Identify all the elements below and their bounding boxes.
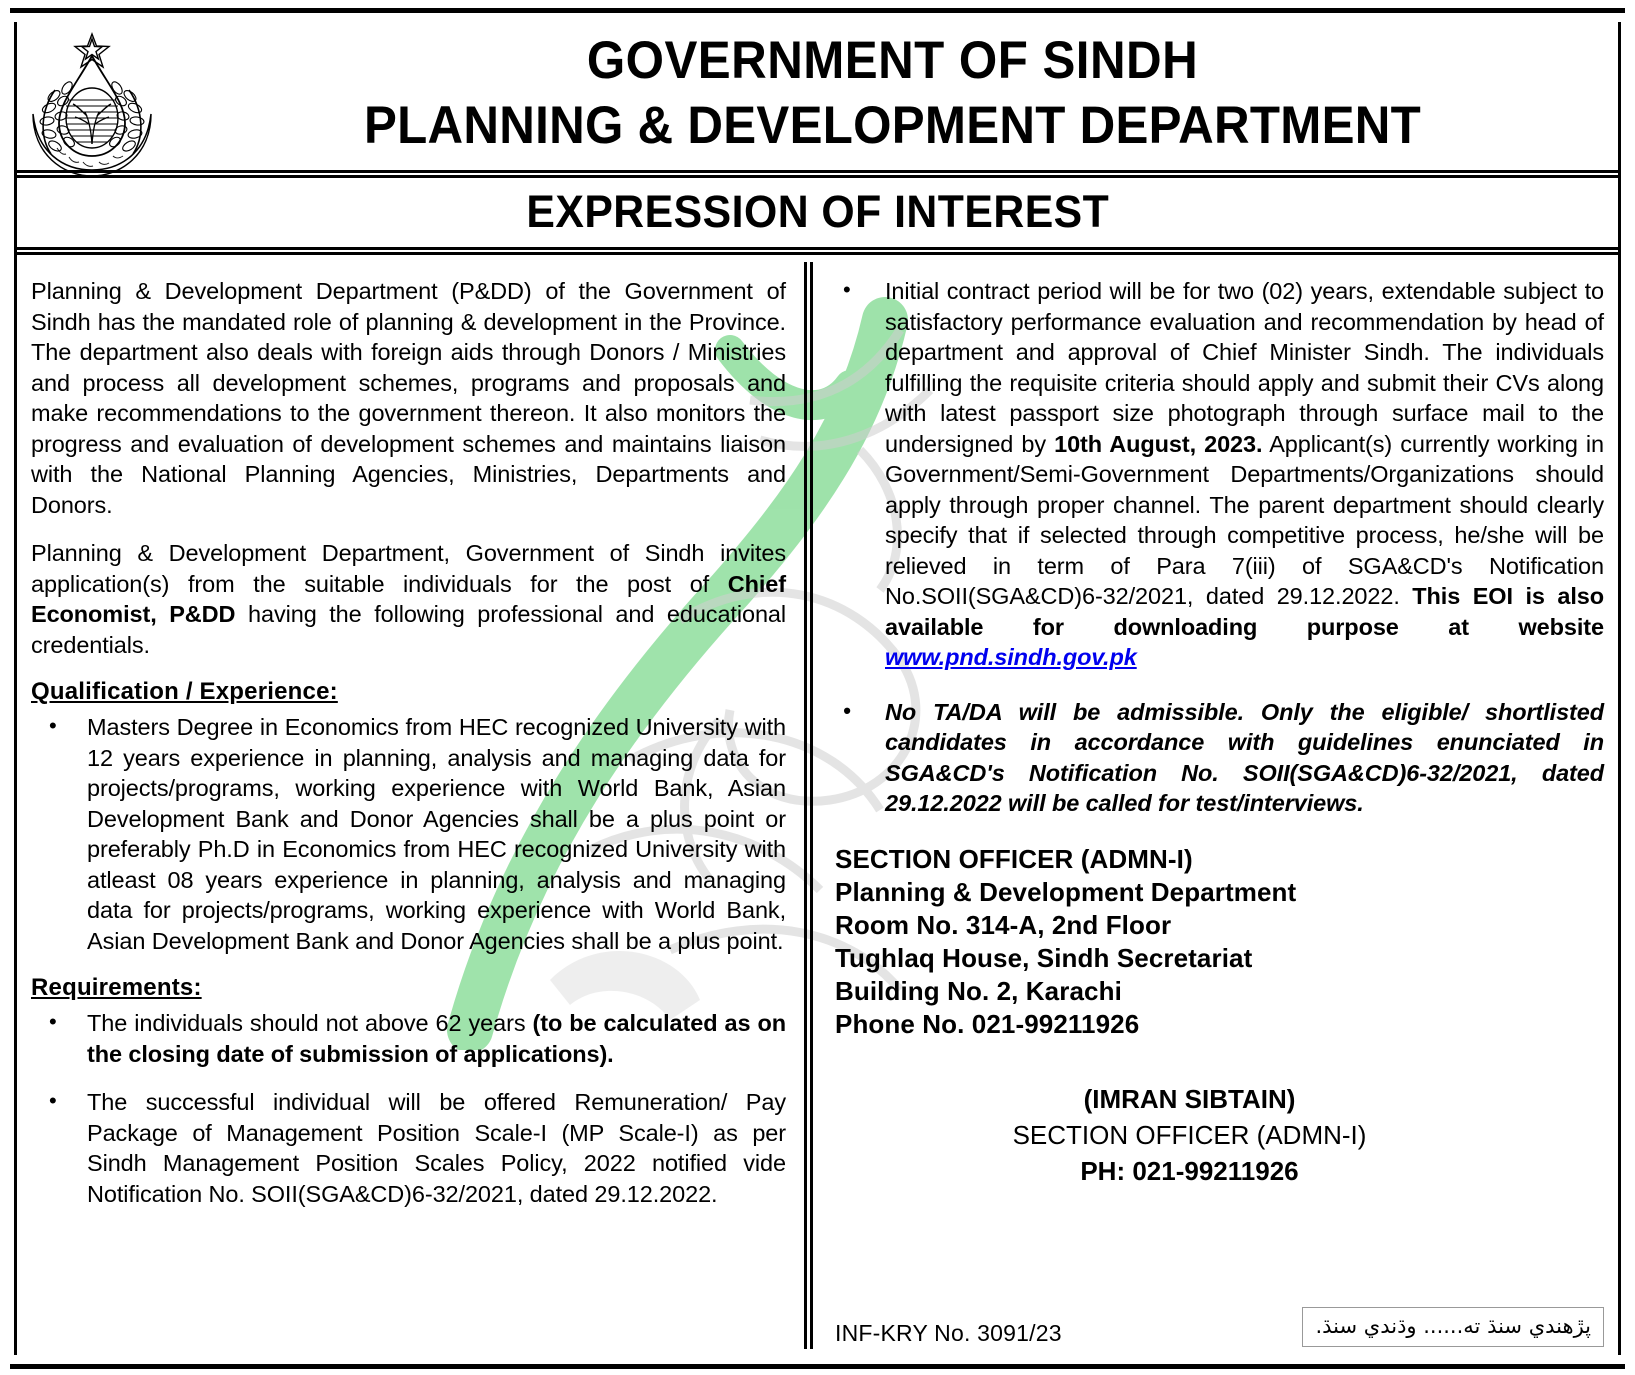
address-line-3: Room No. 314-A, 2nd Floor xyxy=(835,909,1172,940)
contract-part1: Initial contract period will be for two (02) years, extendable subject to satisfactory performance evaluation and recommendation by head of department and approval of Chief Minister Sindh. The individuals fulfilling the requisite criteria should apply and submit their CVs along with latest passport size photograph through surface mail to the undersigned by xyxy=(885,278,1604,457)
address-line-2: Planning & Development Department xyxy=(835,876,1297,907)
right-column xyxy=(813,260,1618,1353)
post-title: Chief Economist, P&DD xyxy=(31,570,786,627)
contract-part2: Applicant(s) currently working in Government/Semi-Government Departments/Organizations should apply through proper channel. The parent department should clearly specify that if selected through competitive process, he/she will be relieved in term of Para 7(iii) of SGA&CD's Notification No.SOII(SGA&CD)6-32/2021, dated 29.12.2022. xyxy=(885,430,1604,609)
body-columns xyxy=(17,260,1618,1353)
government-emblem-icon xyxy=(27,26,157,178)
eoi-banner-text: EXPRESSION OF INTEREST xyxy=(526,186,1109,237)
sindhi-slogan: پڙهندي سنڌ ته...... وڌندي سنڌ. xyxy=(1302,1307,1604,1347)
document-header xyxy=(17,24,1618,170)
inf-number: INF-KRY No. 3091/23 xyxy=(835,1320,1062,1346)
divider-rule-bottom xyxy=(17,247,1618,255)
column-divider xyxy=(804,260,813,1353)
requirements-list xyxy=(31,1008,786,1209)
signature-block xyxy=(835,1081,1604,1189)
title-government-of-sindh: GOVERNMENT OF SINDH xyxy=(586,31,1199,90)
header-titles xyxy=(167,28,1618,158)
left-column xyxy=(17,260,804,1353)
signatory-phone: PH: 021-99211926 xyxy=(1080,1155,1299,1186)
invitation-paragraph xyxy=(31,538,786,660)
requirement-age-item xyxy=(31,1008,786,1069)
requirement-age-bold: (to be calculated as on the closing date of submission of applications). xyxy=(87,1010,786,1067)
qualification-bullet-item: • Masters Degree in Economics from HEC recognized University with 12 years experience in planning, analysis and managing data for projects/programs, working experience with World Bank, Asian Development Bank and Donor Agencies shall be a plus point or preferably Ph.D in Economics from HEC recognized University with atleast 08 years experience in planning, analysis and managing data for projects/programs, working experience with World Bank, Asian Development Bank and Donor Agencies shall be a plus point. xyxy=(31,712,786,956)
qualification-heading: Qualification / Experience: xyxy=(31,678,338,705)
invitation-part1: Planning & Development Department, Government of Sindh invites application(s) from the suitable individuals for the post of xyxy=(31,540,786,597)
contact-address-block xyxy=(835,843,1604,1041)
requirement-pay-item: • The successful individual will be offered Remuneration/ Pay Package of Management Position Scale-I (MP Scale-I) as per Sindh Management Position Scales Policy, 2022 notified vide Notification No. SOII(SGA&CD)6-32/2021, dated 29.12.2022. xyxy=(31,1087,786,1209)
tada-bullet-item: • No TA/DA will be admissible. Only the eligible/ shortlisted candidates in accordance with guidelines enunciated in SGA&CD's Notification No. SOII(SGA&CD)6-32/2021, dated 29.12.2022 will be called for test/interviews. xyxy=(835,697,1604,819)
address-line-4: Tughlaq House, Sindh Secretariat xyxy=(835,942,1253,973)
footer-row xyxy=(835,1307,1604,1347)
website-link[interactable]: www.pnd.sindh.gov.pk xyxy=(885,644,1137,670)
divider-rule-top xyxy=(17,170,1618,178)
address-line-6: Phone No. 021-99211926 xyxy=(835,1008,1140,1039)
page-border-bottom xyxy=(10,1364,1625,1369)
page-border-top xyxy=(10,8,1625,13)
requirements-heading: Requirements: xyxy=(31,974,202,1001)
signatory-name: (IMRAN SIBTAIN) xyxy=(1083,1083,1296,1114)
signatory-role: SECTION OFFICER (ADMN-I) xyxy=(1012,1119,1367,1150)
intro-paragraph: Planning & Development Department (P&DD) of the Government of Sindh has the mandated role of planning & development in the Province. The department also deals with foreign aids through Donors / Ministries and process all development schemes, programs and proposals and make recommendations to the government thereon. It also monitors the progress and evaluation of development schemes and maintains liaison with the National Planning Agencies, Ministries, Departments and Donors. xyxy=(31,278,786,518)
eoi-banner xyxy=(17,178,1618,246)
address-line-5: Building No. 2, Karachi xyxy=(835,975,1122,1006)
deadline-date: 10th August, 2023. xyxy=(1054,430,1263,457)
requirement-age-part1: The individuals should not above 62 years xyxy=(87,1010,533,1036)
invitation-part2: having the following professional and educational credentials. xyxy=(31,601,786,658)
qualification-list xyxy=(31,712,786,956)
contract-bullet-item xyxy=(835,276,1604,673)
download-notice: This EOI is also available for downloading purpose at website xyxy=(885,583,1604,640)
contract-list xyxy=(835,276,1604,819)
title-department: PLANNING & DEVELOPMENT DEPARTMENT xyxy=(363,96,1422,155)
address-line-1: SECTION OFFICER (ADMN-I) xyxy=(835,843,1193,874)
